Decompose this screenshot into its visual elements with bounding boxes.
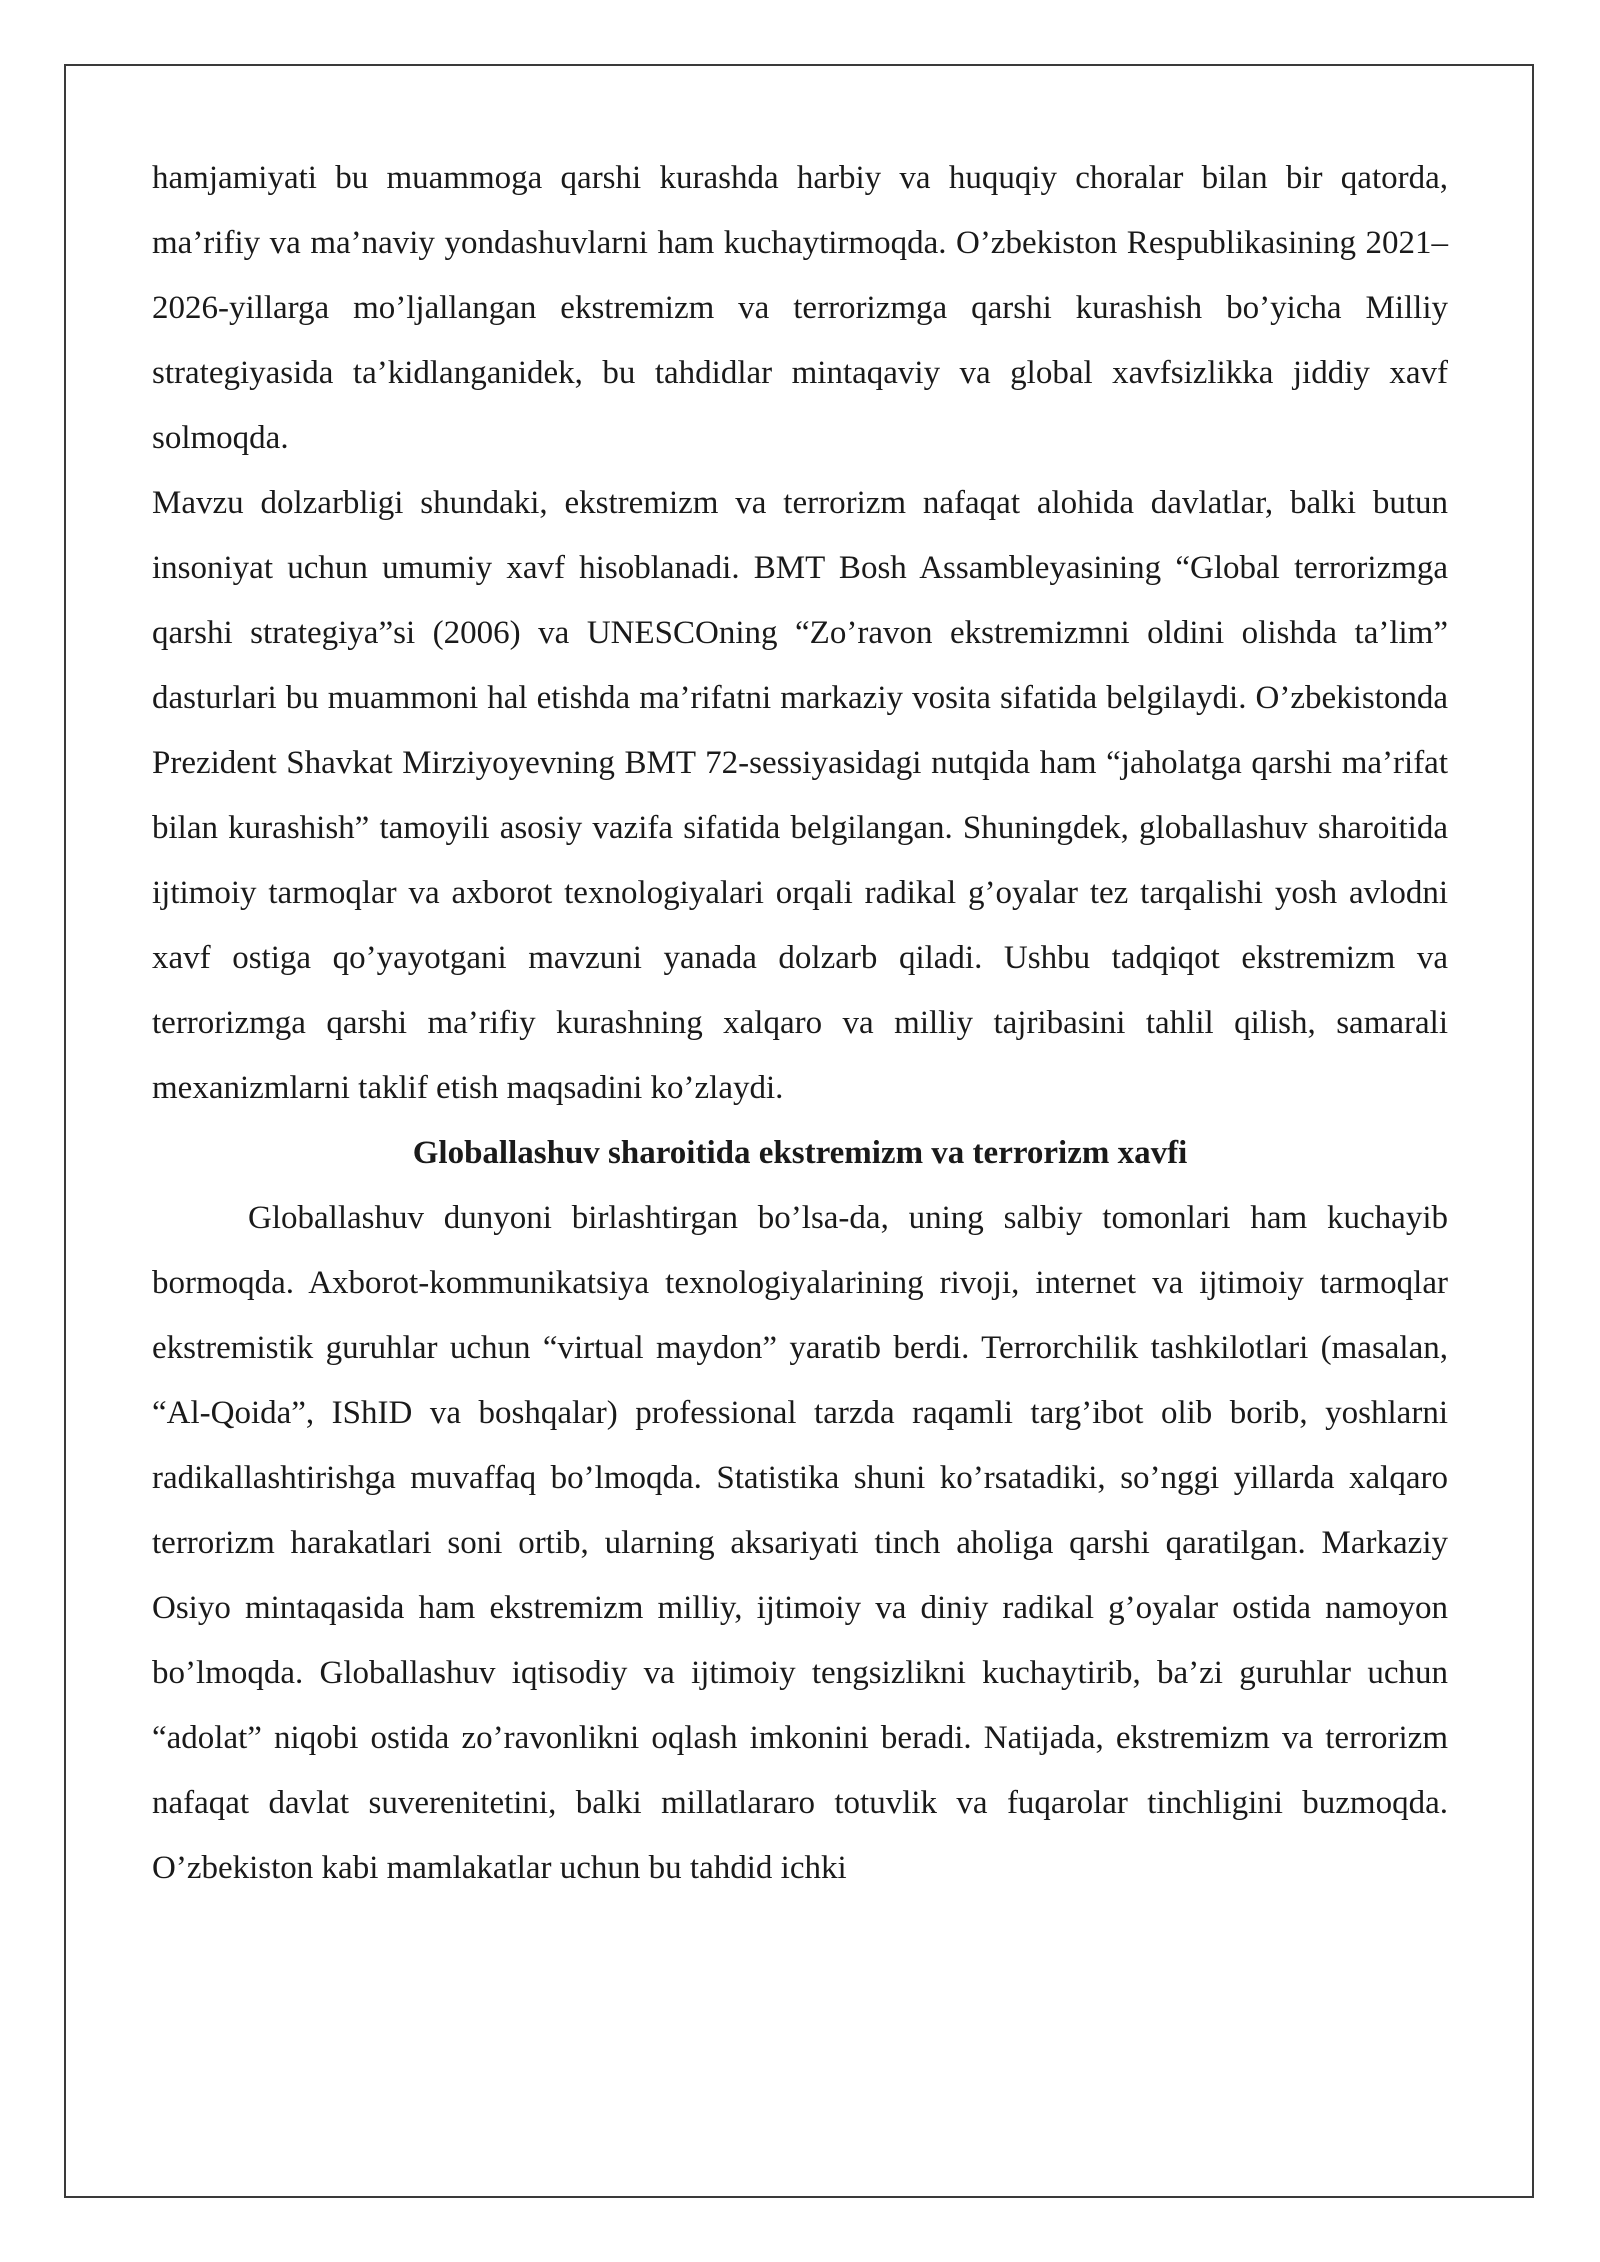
document-body bbox=[152, 146, 1448, 1901]
paragraph-topic-relevance: Mavzu dolzarbligi shundaki, ekstremizm va terrorizm nafaqat alohida davlatlar, balki butun insoniyat uchun umumiy xavf hisoblanadi. BMT Bosh Assambleyasining “Global terrorizmga qarshi strategiya”si (2006) va UNESCOning “Zo’ravon ekstremizmni oldini olishda ta’lim” dasturlari bu muammoni hal etishda ma’rifatni markaziy vosita sifatida belgilaydi. O’zbekistonda Prezident Shavkat Mirziyoyevning BMT 72-sessiyasidagi nutqida ham “jaholatga qarshi ma’rifat bilan kurashish” tamoyili asosiy vazifa sifatida belgilangan. Shuningdek, globallashuv sharoitida ijtimoiy tarmoqlar va axborot texnologiyalari orqali radikal g’oyalar tez tarqalishi yosh avlodni xavf ostiga qo’yayotgani mavzuni yanada dolzarb qiladi. Ushbu tadqiqot ekstremizm va terrorizmga qarshi ma’rifiy kurashning xalqaro va milliy tajribasini tahlil qilish, samarali mexanizmlarni taklif etish maqsadini ko’zlaydi. bbox=[152, 485, 1448, 1106]
paragraph-intro-continuation: hamjamiyati bu muammoga qarshi kurashda harbiy va huquqiy choralar bilan bir qatorda, ma’rifiy va ma’naviy yondashuvlarni ham kuchaytirmoqda. O’zbekiston Respublikasining 2021–2026-yillarga mo’ljallangan ekstremizm va terrorizmga qarshi kurashish bo’yicha Milliy strategiyasida ta’kidlanganidek, bu tahdidlar mintaqaviy va global xavfsizlikka jiddiy xavf solmoqda. bbox=[152, 160, 1448, 456]
section-heading: Globallashuv sharoitida ekstremizm va terrorizm xavfi bbox=[412, 1135, 1188, 1171]
paragraph-globalization: Globallashuv dunyoni birlashtirgan bo’lsa-da, uning salbiy tomonlari ham kuchayib bormoqda. Axborot-kommunikatsiya texnologiyalarining rivoji, internet va ijtimoiy tarmoqlar ekstremistik guruhlar uchun “virtual maydon” yaratib berdi. Terrorchilik tashkilotlari (masalan, “Al-Qoida”, IShID va boshqalar) professional tarzda raqamli targ’ibot olib borib, yoshlarni radikallashtirishga muvaffaq bo’lmoqda. Statistika shuni ko’rsatadiki, so’nggi yillarda xalqaro terrorizm harakatlari soni ortib, ularning aksariyati tinch aholiga qarshi qaratilgan. Markaziy Osiyo mintaqasida ham ekstremizm milliy, ijtimoiy va diniy radikal g’oyalar ostida namoyon bo’lmoqda. Globallashuv iqtisodiy va ijtimoiy tengsizlikni kuchaytirib, ba’zi guruhlar uchun “adolat” niqobi ostida zo’ravonlikni oqlash imkonini beradi. Natijada, ekstremizm va terrorizm nafaqat davlat suverenitetini, balki millatlararo totuvlik va fuqarolar tinchligini buzmoqda. O’zbekiston kabi mamlakatlar uchun bu tahdid ichki bbox=[152, 1200, 1448, 1886]
